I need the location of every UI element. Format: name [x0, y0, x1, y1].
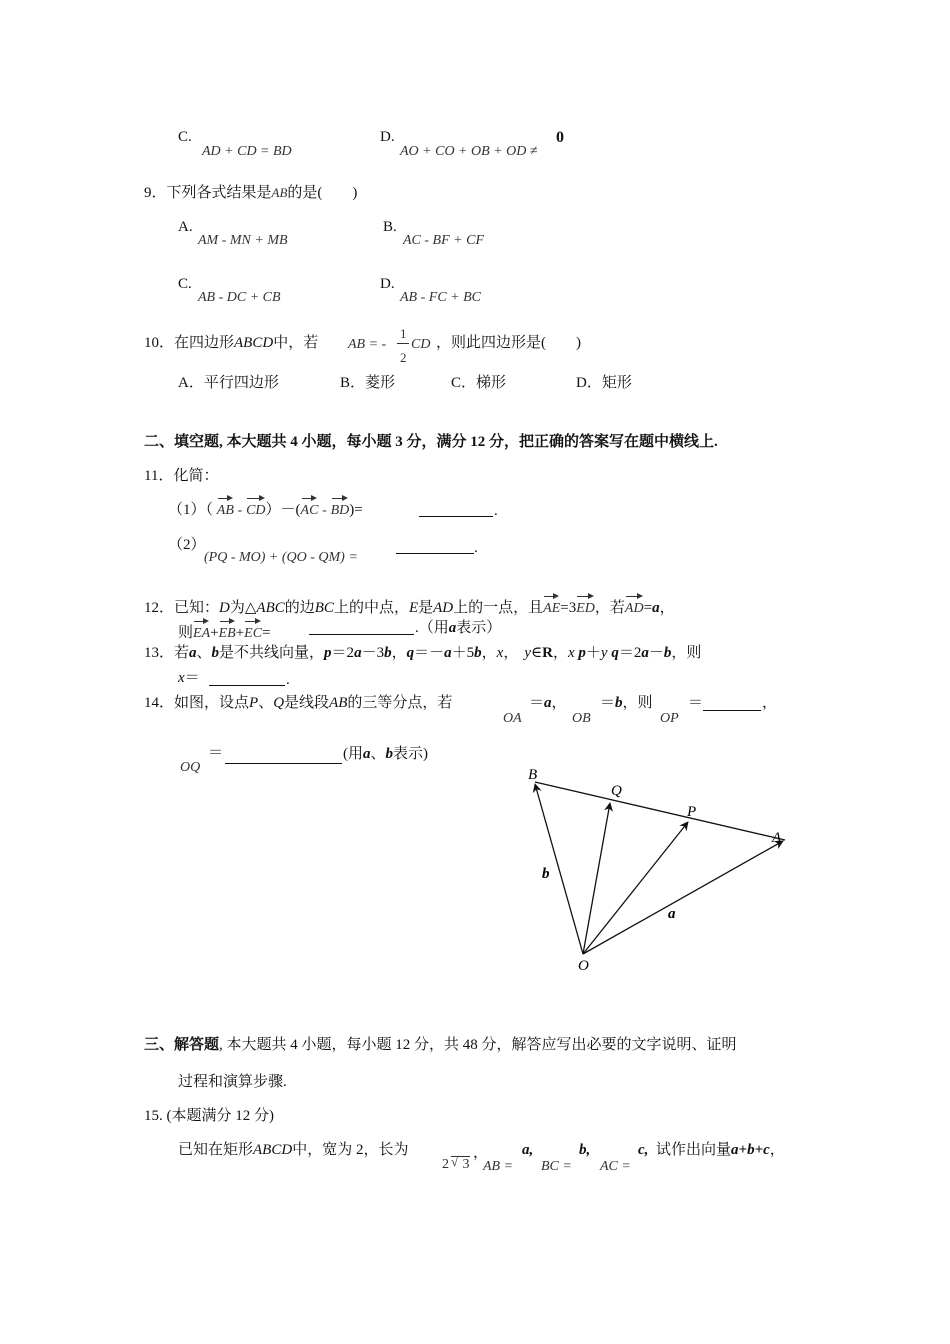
- q10-stem-tail: ，则此四边形是( ): [436, 335, 581, 351]
- q13-period: .: [286, 672, 290, 688]
- q15-comma: ，: [473, 1145, 489, 1161]
- q15-ac-eq: AC =: [600, 1159, 631, 1174]
- q15-text-c: 试作出向量a+b+c，: [656, 1142, 785, 1158]
- q10-expr-right: CD: [411, 337, 431, 352]
- q14-oq-eq: ＝: [208, 745, 224, 761]
- label-q-point: Q: [611, 783, 622, 799]
- q15-text-a: 已知在矩形ABCD中，宽为 2，长为: [178, 1142, 409, 1158]
- q15-sqrt-expr: 2 √ 3: [442, 1154, 470, 1172]
- q8-zero-vector: 0: [556, 129, 564, 146]
- vector-oq: [583, 803, 610, 954]
- q10-option-c: C．梯形: [451, 375, 507, 391]
- q13-line1: 13．若a、b是不共线向量，p＝2a－3b，q＝－a＋5b，x， y∈R，x p＋y q＝2a－b，则: [144, 645, 702, 661]
- q9-option-b-label: B.: [383, 219, 397, 235]
- q14-oa-eq: ＝a，: [529, 695, 567, 711]
- label-vector-a: a: [668, 906, 676, 922]
- section-3-title: 三、解答题, 本大题共 4 小题，每小题 12 分，共 48 分，解答应写出必要的文字说明、证明: [144, 1037, 737, 1053]
- segment-ab: [535, 782, 785, 840]
- vector-op: [583, 822, 688, 954]
- q8-option-d-label: D.: [380, 129, 395, 145]
- q14-op-comma: ，: [762, 695, 778, 711]
- q11-part2-period: .: [474, 540, 478, 556]
- q14-ob-eq: ＝b，则: [600, 695, 653, 711]
- q9-option-d-expr: AB - FC + BC: [400, 290, 481, 305]
- q14-vec-op: OP: [660, 711, 679, 726]
- q14-vec-oq: OQ: [180, 760, 201, 775]
- label-o-point: O: [578, 958, 589, 974]
- label-b-point: B: [528, 767, 538, 783]
- q15-a: a,: [522, 1142, 534, 1158]
- q15-bc-eq: BC =: [541, 1159, 572, 1174]
- q15-b: b,: [579, 1142, 591, 1158]
- q11-part2-expr: (PQ - MO) + (QO - QM) =: [204, 550, 358, 565]
- q11-part1: （1）（ AB - CD）－(AC - BD)=: [168, 496, 363, 518]
- q9-option-a-expr: AM - MN + MB: [198, 233, 288, 248]
- q10-option-a: A．平行四边形: [178, 375, 279, 391]
- q14-vec-oa: OA: [503, 711, 522, 726]
- q12-note: .（用a表示）: [415, 620, 502, 636]
- q14-vec-ob: OB: [572, 711, 591, 726]
- label-a-point: A: [772, 830, 782, 846]
- q8-option-d-expr: AO + CO + OB + OD ≠: [400, 144, 538, 159]
- q8-option-c-label: C.: [178, 129, 192, 145]
- q9-option-c-expr: AB - DC + CB: [198, 290, 281, 305]
- q9-option-a-label: A.: [178, 219, 193, 235]
- q15-header: 15. (本题满分 12 分): [144, 1108, 274, 1124]
- label-vector-b: b: [542, 866, 550, 882]
- vector-oa: [583, 841, 783, 954]
- q10-stem: 10．在四边形ABCD中，若: [144, 335, 319, 351]
- section-2-title: 二、填空题, 本大题共 4 小题，每小题 3 分，满分 12 分，把正确的答案写在题中横线上.: [144, 434, 718, 450]
- q12-line1: 12．已知：D为△ABC的边BC上的中点，E是AD上的一点，且AE=3ED，若AD=a，: [144, 594, 675, 616]
- q10-option-b: B．菱形: [340, 375, 396, 391]
- q14-op-eq: ＝: [688, 695, 704, 711]
- q15-c: c,: [638, 1142, 649, 1158]
- q9-option-b-expr: AC - BF + CF: [403, 233, 484, 248]
- q10-option-d: D．矩形: [576, 375, 632, 391]
- q9-stem: 9．下列各式结果是AB的是( ): [144, 185, 358, 201]
- q11-stem: 11．化简：: [144, 468, 219, 484]
- q10-fraction-denominator: 2: [400, 350, 407, 365]
- q15-ab-eq: AB =: [483, 1159, 514, 1174]
- label-p-point: P: [687, 804, 697, 820]
- q10-fraction-numerator: 1: [400, 326, 407, 341]
- section-3-title-line2: 过程和演算步骤.: [178, 1074, 287, 1090]
- q9-option-d-label: D.: [380, 276, 395, 292]
- q10-expr-left: AB = -: [348, 337, 387, 352]
- q12-line2: 则EA+EB+EC=: [178, 619, 271, 641]
- q11-part2-label: （2）: [168, 537, 206, 553]
- q13-line2: x＝: [178, 670, 200, 686]
- q8-option-c-expr: AD + CD = BD: [202, 144, 292, 159]
- q14-oq-note: (用a、b表示): [343, 746, 429, 762]
- q11-part1-period: .: [494, 503, 498, 519]
- q9-option-c-label: C.: [178, 276, 192, 292]
- q14-line1-text: 14．如图，设点P、Q是线段AB的三等分点，若: [144, 695, 453, 711]
